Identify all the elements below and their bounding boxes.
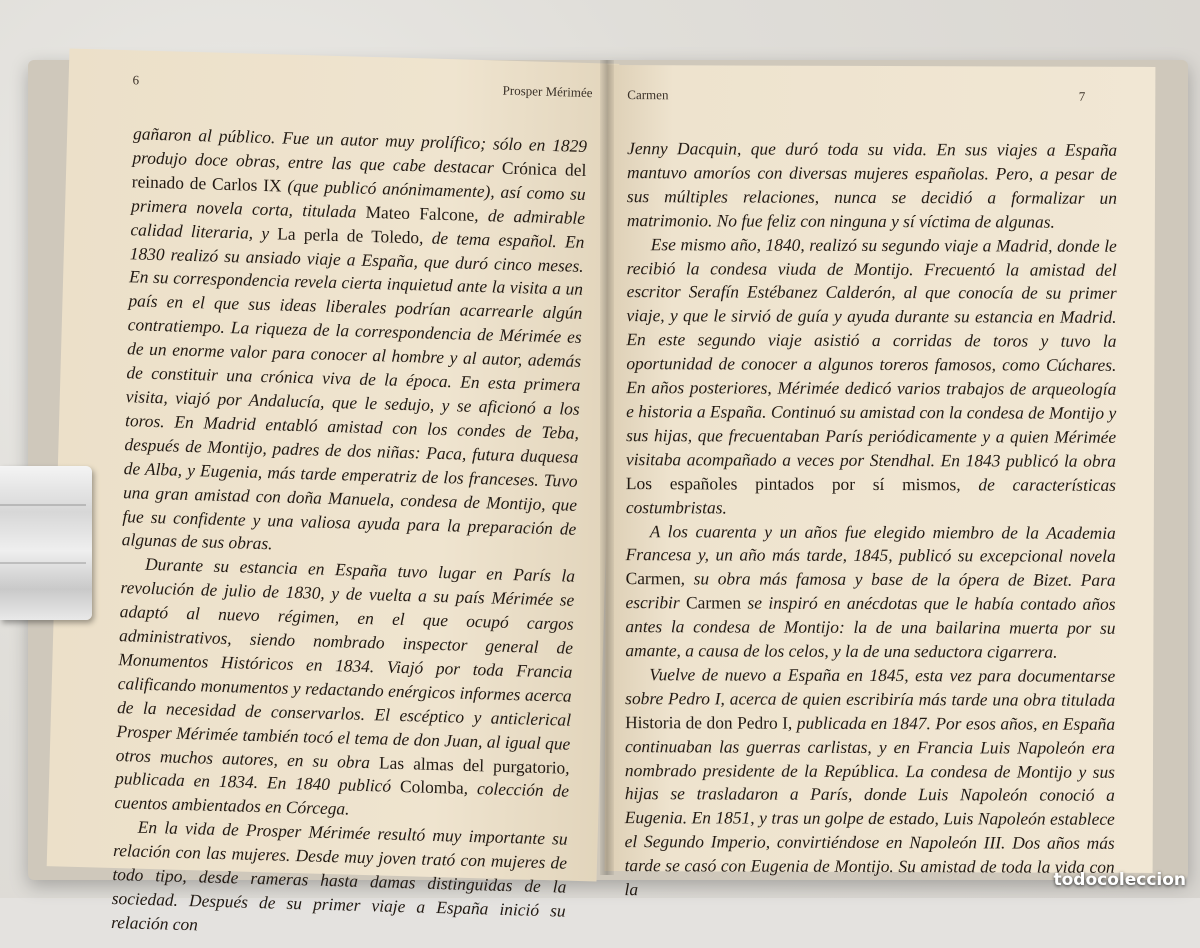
text-run: , publicada en 1847. Por esos años, en España continuaban las guerras carlistas, y en Francia Luis Napoleón era nombrado presidente de la República. La condesa de Montijo y sus hijas se trasladaron a París, donde Luis Napoleón conoció a Eugenia. En 1851, y tras un golpe de estado, Luis Napoleón establece el Segundo Imperio, convirtiéndose en Napoleón III. Dos años más tarde se casó con Eugenia de Montijo. Su amistad de toda la vida con la — [624, 712, 1116, 900]
work-title: Historia de don Pedro I — [625, 711, 788, 733]
text-run: , de características costumbristas. — [625, 473, 1116, 518]
text-run: En la vida de Prosper Mérimée resultó muy importante su relación con las mujeres. Desde muy joven trató con mujeres de todo tipo, desde rameras hasta damas distinguidas de la sociedad. Después de su primer viaje a España inició su relación con — [110, 816, 568, 935]
text-run: Ese mismo año, 1840, realizó su segundo viaje a Madrid, donde le recibió la condesa viuda de Montijo. Frecuentó la amistad del escritor Serafín Estébanez Calderón, al que conocía de su primer viaje, y que le sirvió de guía y ayuda durante su estancia en Madrid. En este segundo viaje asistió a corridas de toros y tuvo la oportunidad de conocer a algunos toreros famosos, como Cúchares. En años posteriores, Mérimée dedicó varios trabajos de arqueología e historia a España. Continuó su amistad con la condesa de Montijo y sus hijas, que frecuentaban París periódicamente y a quien Mérimée visitaba acompañado a veces por Stendhal. En 1843 publicó la obra — [625, 233, 1117, 471]
left-page-text — [111, 122, 588, 947]
work-title: Los españoles pintados por sí mismos — [625, 472, 957, 494]
text-run: (que publicó anónimamente), así como su primera novela corta, titulada — [130, 175, 586, 222]
work-title: Mateo Falcone — [365, 201, 475, 225]
clip-ridge — [0, 562, 86, 564]
text-run: Jenny Dacquin, que duró toda su vida. En sus viajes a España mantuvo amoríos con diversas mujeres españolas. Pero, a pesar de sus múltiples relaciones, nunca se decidió a formalizar un matrimonio. No fue feliz con ninguna y sí víctima de algunas. — [626, 138, 1118, 232]
work-title: Colomba — [399, 776, 465, 799]
book-spine — [600, 60, 614, 875]
paragraph — [114, 552, 575, 828]
work-title: Carmen — [625, 568, 681, 589]
right-page-text — [624, 137, 1117, 904]
work-title: La perla de Toledo — [277, 222, 420, 247]
work-title: Carmen — [685, 592, 742, 613]
paragraph — [625, 520, 1115, 665]
text-run: gañaron al público. Fue un autor muy prolífico; sólo en 1829 produjo doce obras, entre las que cabe destacar — [132, 123, 588, 178]
work-title: Crónica del reinado de Carlos IX — [131, 157, 587, 196]
text-run: A los cuarenta y un años fue elegido miembro de la Academia Francesa y, un año más tarde, 1845, publicó su excepcional novela — [625, 520, 1116, 567]
paragraph — [111, 815, 568, 947]
right-running-head — [627, 87, 1085, 109]
paragraph — [627, 137, 1117, 234]
paragraph — [121, 122, 587, 565]
clip-ridge — [0, 504, 86, 506]
running-title: Carmen — [627, 87, 669, 103]
text-run: se inspiró en anécdotas que le había contado años antes la condesa de Montijo: la de una bailarina muerta por su amante, a causa de los celos, y la de una seductora cigarrera. — [625, 592, 1116, 662]
left-running-head — [132, 72, 592, 105]
work-title: Las almas del purgatorio — [378, 751, 566, 778]
text-run: , de tema español. En 1830 realizó su ansiado viaje a España, que duró cinco meses. En su correspondencia revela cierta inquietud ante la visita a un país en el que sus ideas liberales podrían acarrearle algún contratiempo. La riqueza de la correspondencia de Mérimée es de un enorme valor para conocer al hombre y al autor, además de constituir una crónica viva de la época. En esta primera visita, viajó por Andalucía, que le sedujo, y se aficionó a los toros. En Madrid entabló amistad con los condes de Teba, después de Montijo, padres de dos niñas: Paca, futura duquesa de Alba, y Eugenia, más tarde emperatriz de los franceses. Tuvo una gran amistad con doña Manuela, condesa de Montijo, que fue su confidente y una valiosa ayuda para la preparación de algunas de sus obras. — [121, 226, 585, 554]
text-run: , de admirable calidad literaria, y — [130, 204, 586, 243]
left-page — [47, 48, 620, 935]
watermark: todocoleccion — [1053, 870, 1186, 890]
page-number: 7 — [1078, 88, 1086, 104]
text-run: , su obra más famosa y base de la ópera de Bizet. Para escribir — [625, 568, 1116, 613]
running-title: Prosper Mérimée — [502, 82, 593, 101]
text-run: , colección de cuentos ambientados en Córcega. — [114, 778, 570, 819]
metal-clip — [0, 466, 92, 620]
text-run: Durante su estancia en España tuvo lugar en París la revolución de julio de 1830, y de vuelta a su país Mérimée se adaptó al nuevo régimen, en el que ocupó cargos administrativos, siendo nombrado inspector general de Monumentos Históricos en 1834. Viajó por toda Francia calificando monumentos y redactando enérgicos informes acerca de la necesidad de conservarlos. El escéptico y anticlerical Prosper Mérimée también tocó el tema de don Juan, al igual que otros muchos autores, en su obra — [115, 554, 576, 772]
paragraph — [626, 233, 1117, 522]
text-run: , publicada en 1834. En 1840 publicó — [114, 757, 570, 797]
page-number: 6 — [132, 72, 140, 88]
paragraph — [624, 663, 1115, 904]
text-run: Vuelve de nuevo a España en 1845, esta vez para documentarse sobre Pedro I, acerca de quien escribiría más tarde una obra titulada — [625, 664, 1116, 710]
